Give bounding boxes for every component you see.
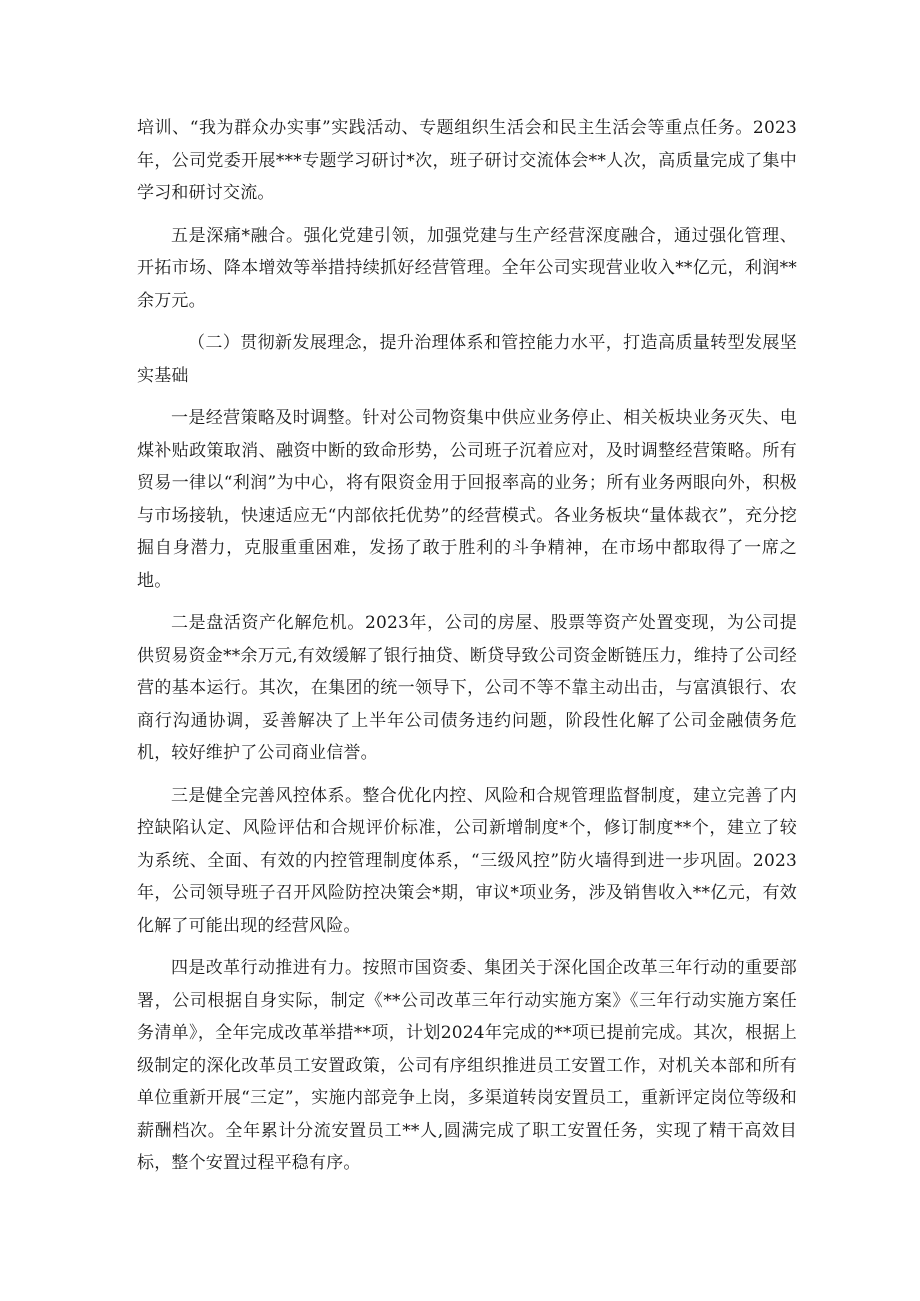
paragraph-point-two: 二是盘活资产化解危机。2023年，公司的房屋、股票等资产处置变现，为公司提供贸易资金**余万元,有效缓解了银行抽贷、断贷导致公司资金断链压力，维持了公司经营的基本运行。其次，在集团的统一领导下，公司不等不靠主动出击，与富滇银行、农商行沟通协调，妥善解决了上半年公司债务违约问题，阶段性化解了公司金融债务危机，较好维护了公司商业信誉。 xyxy=(137,613,797,763)
paragraph-point-three: 三是健全完善风控体系。整合优化内控、风险和合规管理监督制度，建立完善了内控缺陷认定、风险评估和合规评价标准，公司新增制度*个，修订制度**个，建立了较为系统、全面、有效的内控管理制度体系，“三级风控”防火墙得到进一步巩固。2023年，公司领导班子召开风险防控决策会*期，审议*项业务，涉及销售收入**亿元，有效化解了可能出现的经营风险。 xyxy=(137,785,797,936)
section-heading-two: （二）贯彻新发展理念，提升治理体系和管控能力水平，打造高质量转型发展坚实基础 xyxy=(137,333,797,386)
paragraph-point-one: 一是经营策略及时调整。针对公司物资集中供应业务停止、相关板块业务灭失、电煤补贴政策取消、融资中断的致命形势，公司班子沉着应对，及时调整经营策略。所有贸易一律以“利润”为中心，将有限资金用于回报率高的业务；所有业务两眼向外，积极与市场接轨，快速适应无“内部依托优势”的经营模式。各业务板块“量体裁衣”，充分挖掘自身潜力，克服重重困难，发扬了敢于胜利的斗争精神，在市场中都取得了一席之地。 xyxy=(137,408,797,591)
paragraph-point-four: 四是改革行动推进有力。按照市国资委、集团关于深化国企改革三年行动的重要部署，公司根据自身实际，制定《**公司改革三年行动实施方案》《三年行动实施方案任务清单》，全年完成改革举措**项，计划2024年完成的**项已提前完成。其次，根据上级制定的深化改革员工安置政策，公司有序组织推进员工安置工作，对机关本部和所有单位重新开展“三定”，实施内部竞争上岗，多渠道转岗安置员工，重新评定岗位等级和薪酬档次。全年累计分流安置员工**人,圆满完成了职工安置任务，实现了精干高效目标，整个安置过程平稳有序。 xyxy=(137,958,797,1173)
paragraph-point-five: 五是深痛*融合。强化党建引领，加强党建与生产经营深度融合，通过强化管理、开拓市场、降本增效等举措持续抓好经营管理。全年公司实现营业收入**亿元，利润**余万元。 xyxy=(137,225,797,311)
document-body xyxy=(137,112,797,1190)
paragraph-continuation: 培训、“我为群众办实事”实践活动、专题组织生活会和民主生活会等重点任务。2023年，公司党委开展***专题学习研讨*次，班子研讨交流体会**人次，高质量完成了集中学习和研讨交流。 xyxy=(137,118,797,203)
